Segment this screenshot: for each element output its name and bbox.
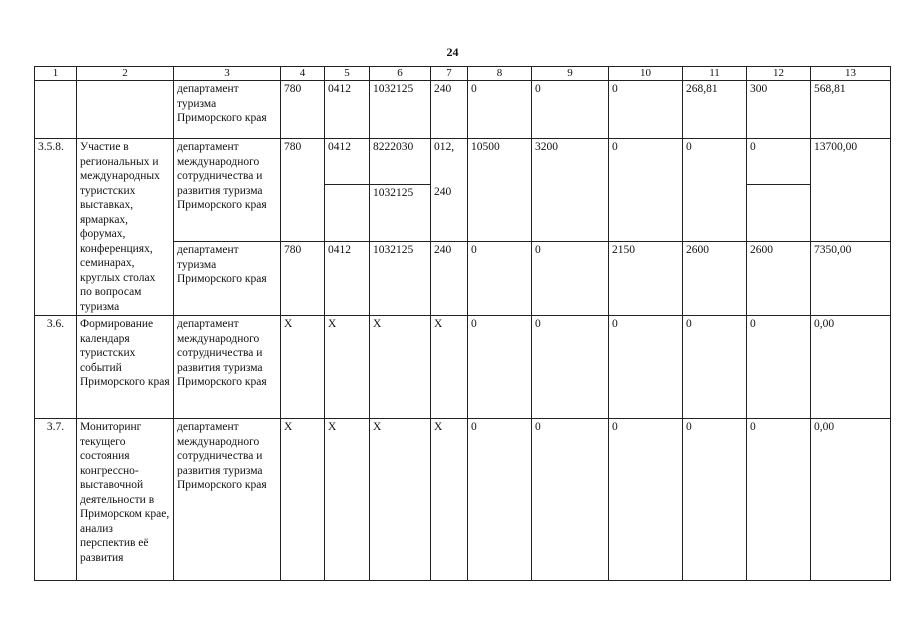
cell-col7: 240 — [431, 184, 468, 242]
cell-col9: 0 — [532, 316, 609, 419]
department-cell: департамент туризма Приморского края — [174, 81, 281, 139]
header-cell: 11 — [683, 67, 747, 81]
cell-col4: 780 — [281, 242, 325, 316]
cell-col11: 0 — [683, 419, 747, 581]
cell-col12-empty — [747, 184, 811, 242]
cell-col8: 0 — [468, 316, 532, 419]
cell-col13: 7350,00 — [811, 242, 891, 316]
activity-name-cell — [77, 81, 174, 139]
page-number: 24 — [446, 45, 459, 59]
cell-col11: 0 — [683, 316, 747, 419]
cell-col12: 0 — [747, 139, 811, 185]
department-cell: департамент международного сотрудничества и развития туризма Приморского края — [174, 419, 281, 581]
header-cell: 4 — [281, 67, 325, 81]
cell-col10: 0 — [609, 139, 683, 242]
header-cell: 9 — [532, 67, 609, 81]
cell-col5: 0412 — [325, 81, 370, 139]
cell-col8: 0 — [468, 81, 532, 139]
table-row-3-5-8-a1 — [35, 139, 891, 185]
row-number-cell: 3.7. — [35, 419, 77, 581]
cell-col5: X — [325, 419, 370, 581]
department-cell: департамент международного сотрудничества и развития туризма Приморского края — [174, 316, 281, 419]
row-number-cell: 3.5.8. — [35, 139, 77, 316]
row-number-cell — [35, 81, 77, 139]
cell-col8: 0 — [468, 242, 532, 316]
cell-col6: 1032125 — [370, 184, 431, 242]
budget-table — [34, 66, 891, 581]
cell-col12: 300 — [747, 81, 811, 139]
cell-col12: 0 — [747, 316, 811, 419]
header-cell: 7 — [431, 67, 468, 81]
cell-col10: 0 — [609, 81, 683, 139]
cell-col13: 0,00 — [811, 316, 891, 419]
row-number-cell: 3.6. — [35, 316, 77, 419]
cell-col13: 13700,00 — [811, 139, 891, 242]
table-row-3-7 — [35, 419, 891, 581]
header-cell: 2 — [77, 67, 174, 81]
cell-col11: 268,81 — [683, 81, 747, 139]
cell-col10: 2150 — [609, 242, 683, 316]
cell-col7: 240 — [431, 81, 468, 139]
cell-col7: X — [431, 419, 468, 581]
cell-col6: 1032125 — [370, 81, 431, 139]
cell-col11: 2600 — [683, 242, 747, 316]
header-cell: 12 — [747, 67, 811, 81]
cell-col6: 1032125 — [370, 242, 431, 316]
cell-col8: 10500 — [468, 139, 532, 242]
header-cell: 10 — [609, 67, 683, 81]
cell-col9: 0 — [532, 81, 609, 139]
table-row-continuation — [35, 81, 891, 139]
header-row — [35, 67, 891, 81]
cell-col4: 780 — [281, 139, 325, 242]
cell-col6: X — [370, 316, 431, 419]
cell-col4: 780 — [281, 81, 325, 139]
cell-col9: 0 — [532, 419, 609, 581]
department-cell: департамент международного сотрудничества и развития туризма Приморского края — [174, 139, 281, 242]
cell-col5: X — [325, 316, 370, 419]
cell-col10: 0 — [609, 316, 683, 419]
cell-col11: 0 — [683, 139, 747, 242]
cell-col9: 0 — [532, 242, 609, 316]
cell-col12: 0 — [747, 419, 811, 581]
cell-col7: 240 — [431, 242, 468, 316]
cell-col9: 3200 — [532, 139, 609, 242]
cell-col6: 8222030 — [370, 139, 431, 185]
header-cell: 3 — [174, 67, 281, 81]
activity-name-cell: Формирование календаря туристских событий Приморского края — [77, 316, 174, 419]
table-row-3-6 — [35, 316, 891, 419]
cell-col6: X — [370, 419, 431, 581]
activity-name-cell: Мониторинг текущего состояния конгрессно-выставочной деятельности в Приморском крае, анализ перспектив её развития — [77, 419, 174, 581]
department-cell: департамент туризма Приморского края — [174, 242, 281, 316]
cell-col13: 0,00 — [811, 419, 891, 581]
cell-col4: X — [281, 419, 325, 581]
header-cell: 5 — [325, 67, 370, 81]
header-cell: 8 — [468, 67, 532, 81]
cell-col7: 012, — [431, 139, 468, 185]
header-cell: 1 — [35, 67, 77, 81]
cell-col12: 2600 — [747, 242, 811, 316]
cell-col8: 0 — [468, 419, 532, 581]
cell-col13: 568,81 — [811, 81, 891, 139]
header-cell: 13 — [811, 67, 891, 81]
cell-col5-empty — [325, 184, 370, 242]
header-cell: 6 — [370, 67, 431, 81]
cell-col10: 0 — [609, 419, 683, 581]
cell-col5: 0412 — [325, 139, 370, 185]
activity-name-cell: Участие в региональных и международных туристских выставках, ярмарках, форумах, конференциях, семинарах, круглых столах по вопросам туризма — [77, 139, 174, 316]
cell-col7: X — [431, 316, 468, 419]
cell-col5: 0412 — [325, 242, 370, 316]
cell-col4: X — [281, 316, 325, 419]
